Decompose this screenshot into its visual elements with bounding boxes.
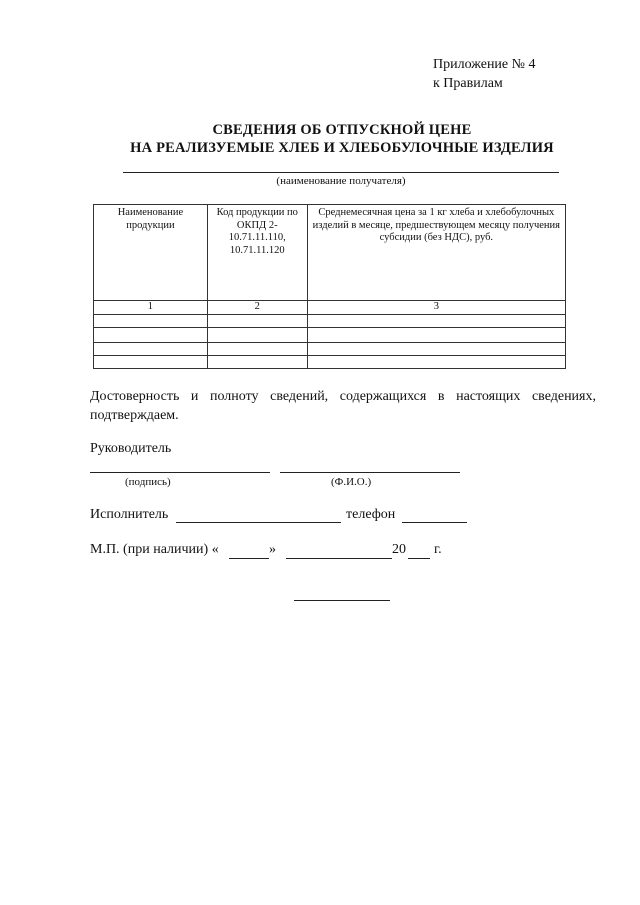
document-title-line1: СВЕДЕНИЯ ОБ ОТПУСКНОЙ ЦЕНЕ xyxy=(212,122,472,138)
end-separator-line xyxy=(294,600,390,601)
executor-label: Исполнитель xyxy=(90,507,169,522)
month-line xyxy=(286,558,392,559)
header-product-name: Наименование продукции xyxy=(94,205,208,301)
phone-label: телефон xyxy=(346,507,396,522)
fio-caption: (Ф.И.О.) xyxy=(331,476,372,488)
table-header-row xyxy=(94,205,566,301)
table-row xyxy=(94,327,566,342)
stamp-quote-close: » xyxy=(269,542,276,557)
appendix-reference xyxy=(433,55,536,93)
phone-line xyxy=(402,522,467,523)
table-number-row xyxy=(94,301,566,315)
head-signature-line xyxy=(90,472,270,473)
table-row xyxy=(94,342,566,355)
price-table xyxy=(93,204,566,369)
header-average-price: Среднемесячная цена за 1 кг хлеба и хлебобулочных изделий в месяце, предшествующем месяцу получения субсидии (без НДС), руб. xyxy=(307,205,565,301)
document-title-line2: НА РЕАЛИЗУЕМЫЕ ХЛЕБ И ХЛЕБОБУЛОЧНЫЕ ИЗДЕЛИЯ xyxy=(130,140,554,156)
stamp-label: М.П. (при наличии) « xyxy=(90,542,219,557)
column-number-2: 2 xyxy=(207,301,307,315)
recipient-name-line xyxy=(123,172,559,173)
appendix-rules: к Правилам xyxy=(433,76,503,91)
table-row xyxy=(94,314,566,327)
executor-line xyxy=(176,522,341,523)
header-product-code: Код продукции по ОКПД 2-10.71.11.110, 10.71.11.120 xyxy=(207,205,307,301)
column-number-1: 1 xyxy=(94,301,208,315)
year-prefix: 20 xyxy=(392,542,406,557)
year-suffix: г. xyxy=(434,542,442,557)
column-number-3: 3 xyxy=(307,301,565,315)
head-fio-line xyxy=(280,472,460,473)
confirmation-text: Достоверность и полноту сведений, содержащихся в настоящих сведениях, подтверждаем. xyxy=(90,389,596,423)
table-row xyxy=(94,355,566,368)
day-line xyxy=(229,558,269,559)
recipient-caption: (наименование получателя) xyxy=(276,175,406,187)
signature-caption: (подпись) xyxy=(125,476,171,488)
appendix-number: Приложение № 4 xyxy=(433,57,536,72)
head-label: Руководитель xyxy=(90,441,172,456)
year-line xyxy=(408,558,430,559)
